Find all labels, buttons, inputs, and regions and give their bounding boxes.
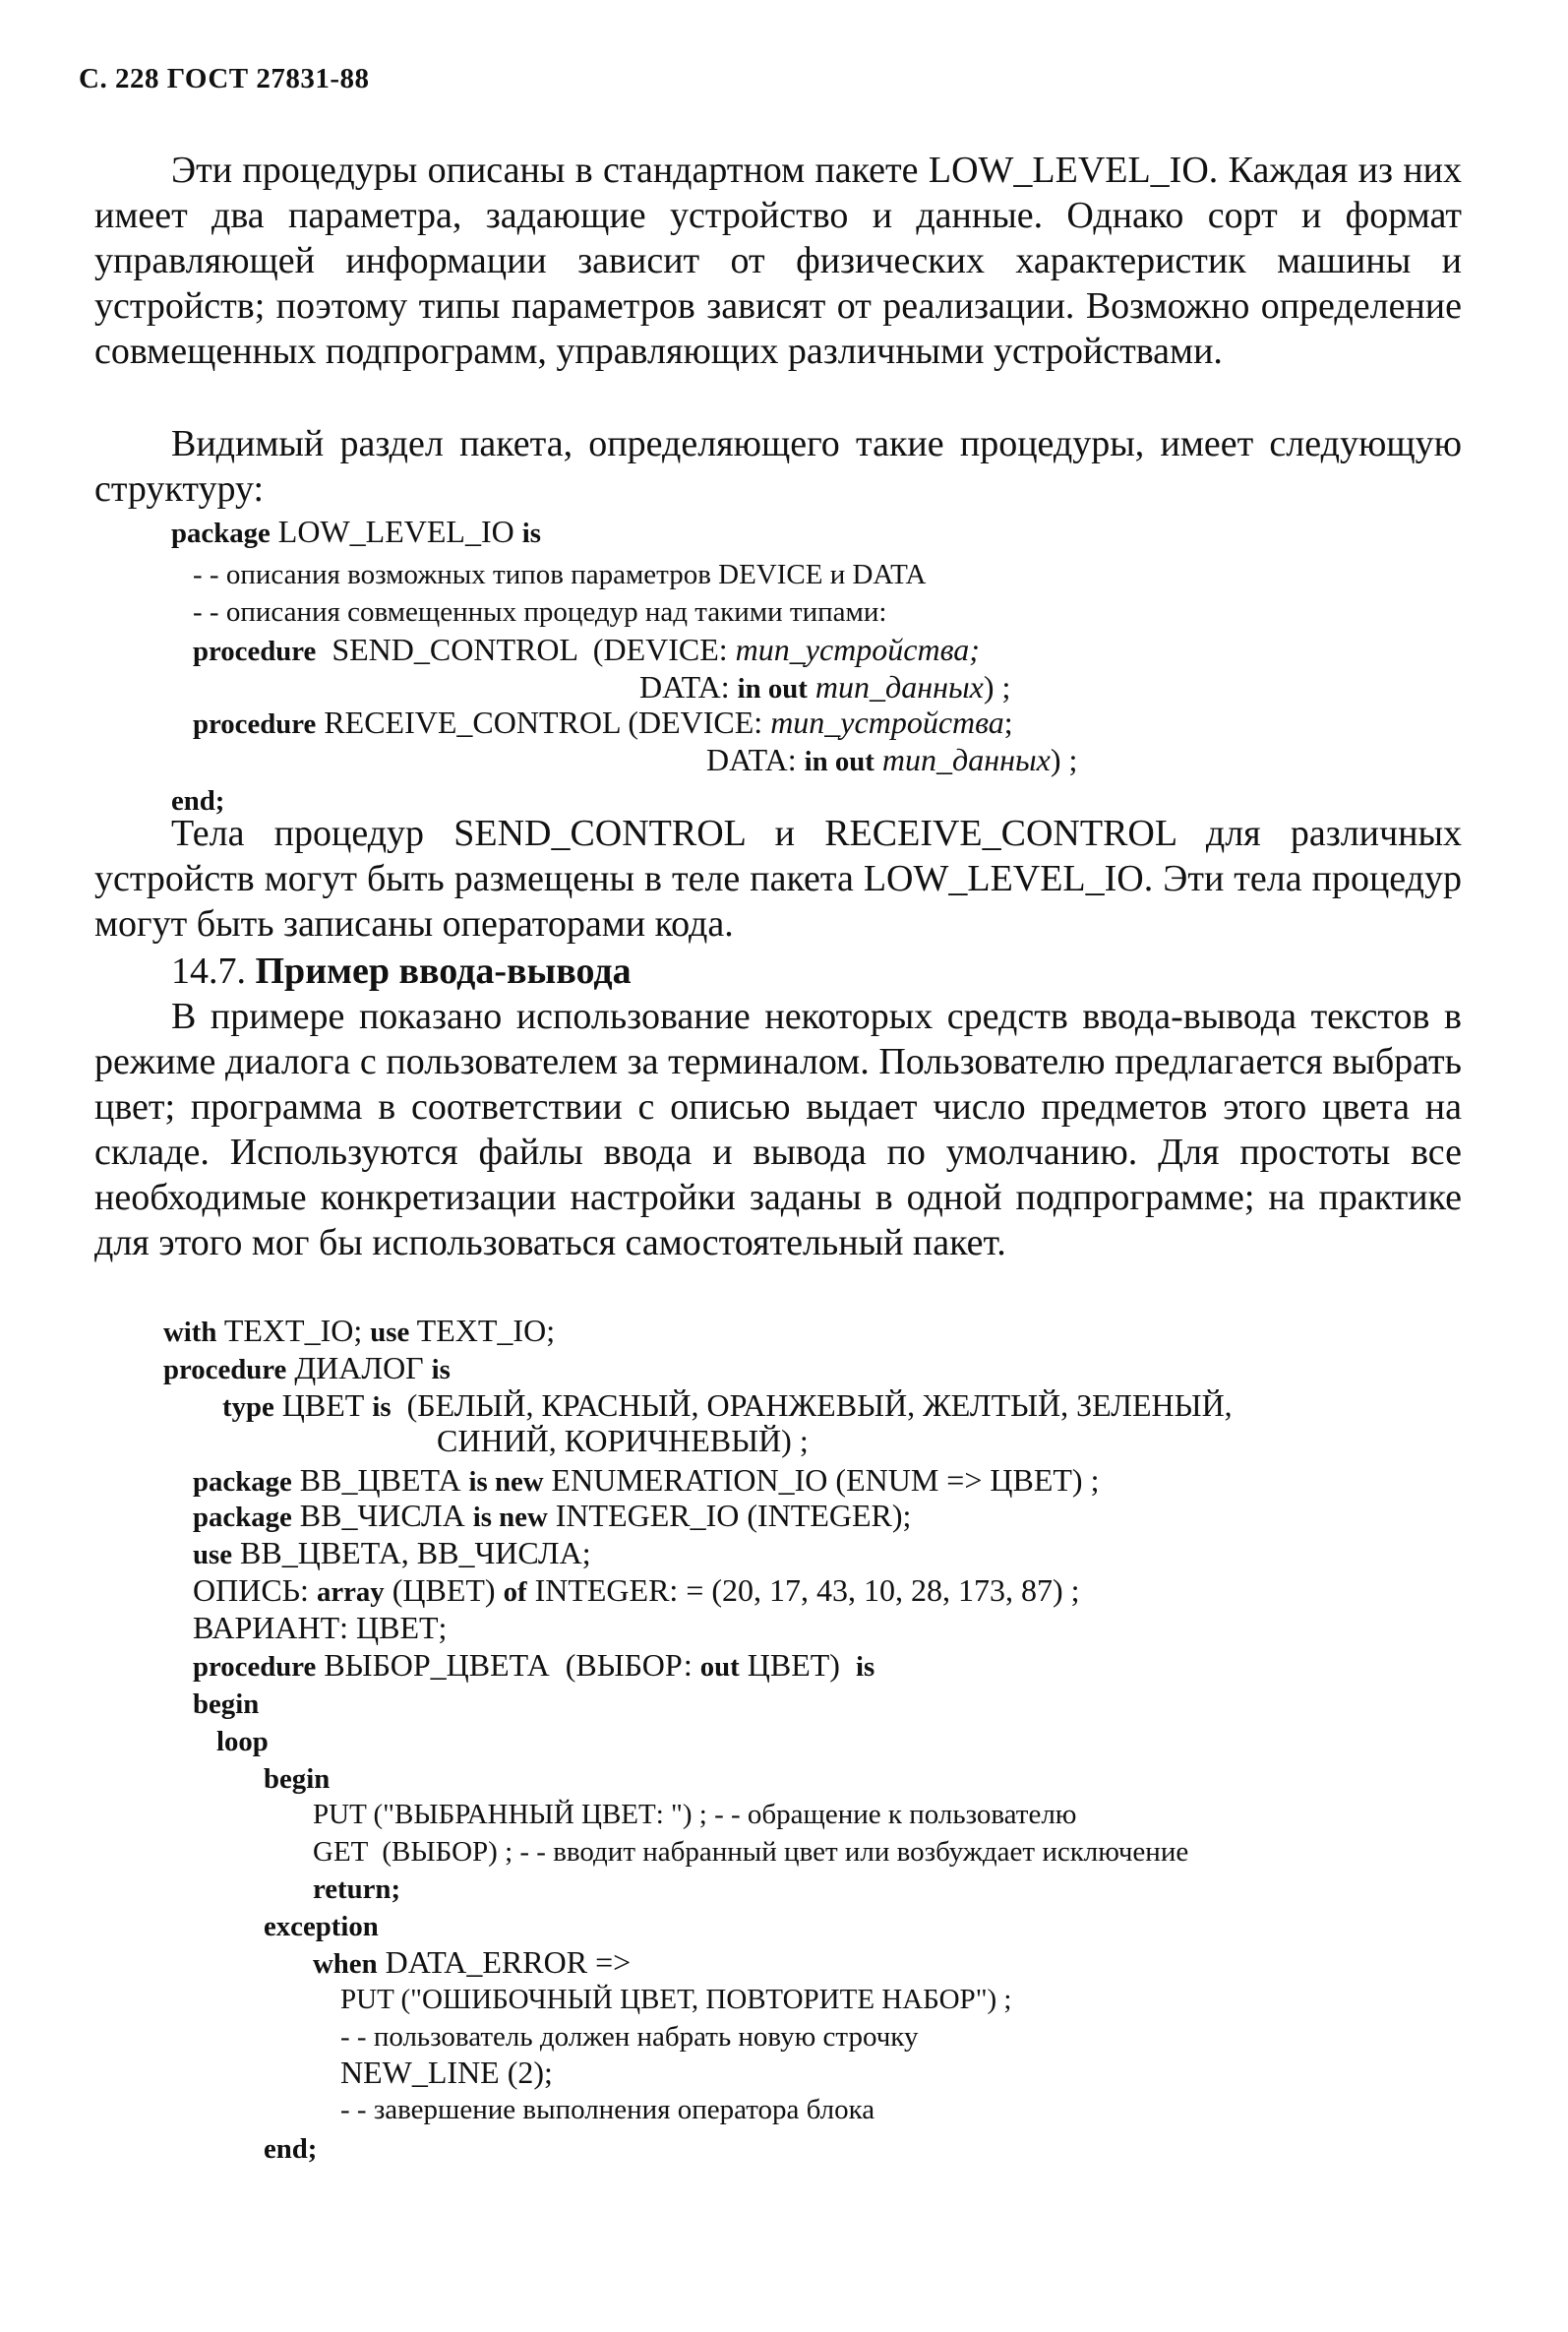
code-line: when DATA_ERROR => [313, 1944, 632, 1980]
code-line: СИНИЙ, КОРИЧНЕВЫЙ) ; [437, 1423, 809, 1458]
code-line: package ВВ_ЧИСЛА is new INTEGER_IO (INTEGER); [193, 1498, 912, 1533]
code-line: DATA: in out тип_данных) ; [706, 742, 1078, 777]
code-line: DATA: in out тип_данных) ; [639, 669, 1011, 705]
code-line: procedure ДИАЛОГ is [163, 1350, 451, 1385]
code-line: procedure RECEIVE_CONTROL (DEVICE: тип_устройства; [193, 705, 1013, 740]
code-line: begin [193, 1688, 260, 1720]
code-line: begin [264, 1763, 331, 1795]
code-line: end; [171, 785, 225, 817]
code-line: loop [216, 1726, 269, 1757]
code-comment: - - пользователь должен набрать новую строчку [340, 2021, 919, 2053]
code-line: NEW_LINE (2); [340, 2055, 553, 2090]
code-line: ВАРИАНТ: ЦВЕТ; [193, 1610, 448, 1645]
code-line: exception [264, 1911, 379, 1942]
code-comment: - - описания совмещенных процедур над такими типами: [193, 596, 887, 628]
code-line: PUT ("ВЫБРАННЫЙ ЦВЕТ: ") ; - - обращение к пользователю [313, 1799, 1077, 1830]
code-line: return; [313, 1873, 401, 1905]
code-line: with TEXT_IO; use TEXT_IO; [163, 1313, 556, 1348]
code-line: PUT ("ОШИБОЧНЫЙ ЦВЕТ, ПОВТОРИТЕ НАБОР") ; [340, 1984, 1012, 2015]
code-line: package LOW_LEVEL_IO is [171, 514, 541, 549]
code-line: procedure ВЫБОР_ЦВЕТА (ВЫБОР: out ЦВЕТ) is [193, 1647, 875, 1683]
paragraph-io-example: В примере показано использование некоторых средств ввода-вывода текстов в режиме диалога с пользователем за терминалом. Пользователю предлагается выбрать цвет; программа в соответствии с описью выдает число предметов этого цвета на складе. Используются файлы ввода и вывода по умолчанию. Для простоты все необходимые конкретизации настройки заданы в одной подпрограмме; на практике для этого мог бы использоваться самостоятельный пакет. [94, 996, 1462, 1263]
section-heading: 14.7. Пример ввода-вывода [171, 951, 632, 992]
paragraph-low-level-io: Эти процедуры описаны в стандартном пакете LOW_LEVEL_IO. Каждая из них имеет два параметра, задающие устройство и данные. Однако сорт и формат управляющей информации зависит от физических характеристик машины и устройств; поэтому типы параметров зависят от реализации. Возможно определение совмещенных подпрограмм, управляющих различными устройствами. [94, 150, 1462, 372]
code-comment: - - описания возможных типов параметров DEVICE и DATA [193, 559, 927, 590]
code-line: ОПИСЬ: array (ЦВЕТ) of INTEGER: = (20, 17, 43, 10, 28, 173, 87) ; [193, 1572, 1080, 1608]
code-line: type ЦВЕТ is (БЕЛЫЙ, КРАСНЫЙ, ОРАНЖЕВЫЙ, ЖЕЛТЫЙ, ЗЕЛЕНЫЙ, [222, 1387, 1233, 1423]
code-line: end; [264, 2133, 318, 2165]
code-line: procedure SEND_CONTROL (DEVICE: тип_устройства; [193, 632, 980, 667]
paragraph-procedure-bodies: Тела процедур SEND_CONTROL и RECEIVE_CONTROL для различных устройств могут быть размещены в теле пакета LOW_LEVEL_IO. Эти тела процедур могут быть записаны операторами кода. [94, 813, 1462, 945]
page-header: С. 228 ГОСТ 27831-88 [79, 63, 370, 94]
code-line: use ВВ_ЦВЕТА, ВВ_ЧИСЛА; [193, 1535, 591, 1570]
code-line: package ВВ_ЦВЕТА is new ENUMERATION_IO (ENUM => ЦВЕТ) ; [193, 1462, 1100, 1498]
code-line: GET (ВЫБОР) ; - - вводит набранный цвет или возбуждает исключение [313, 1836, 1189, 1868]
code-comment: - - завершение выполнения оператора блока [340, 2094, 875, 2125]
paragraph-visible-part: Видимый раздел пакета, определяющего такие процедуры, имеет следующую структуру: [94, 423, 1462, 510]
